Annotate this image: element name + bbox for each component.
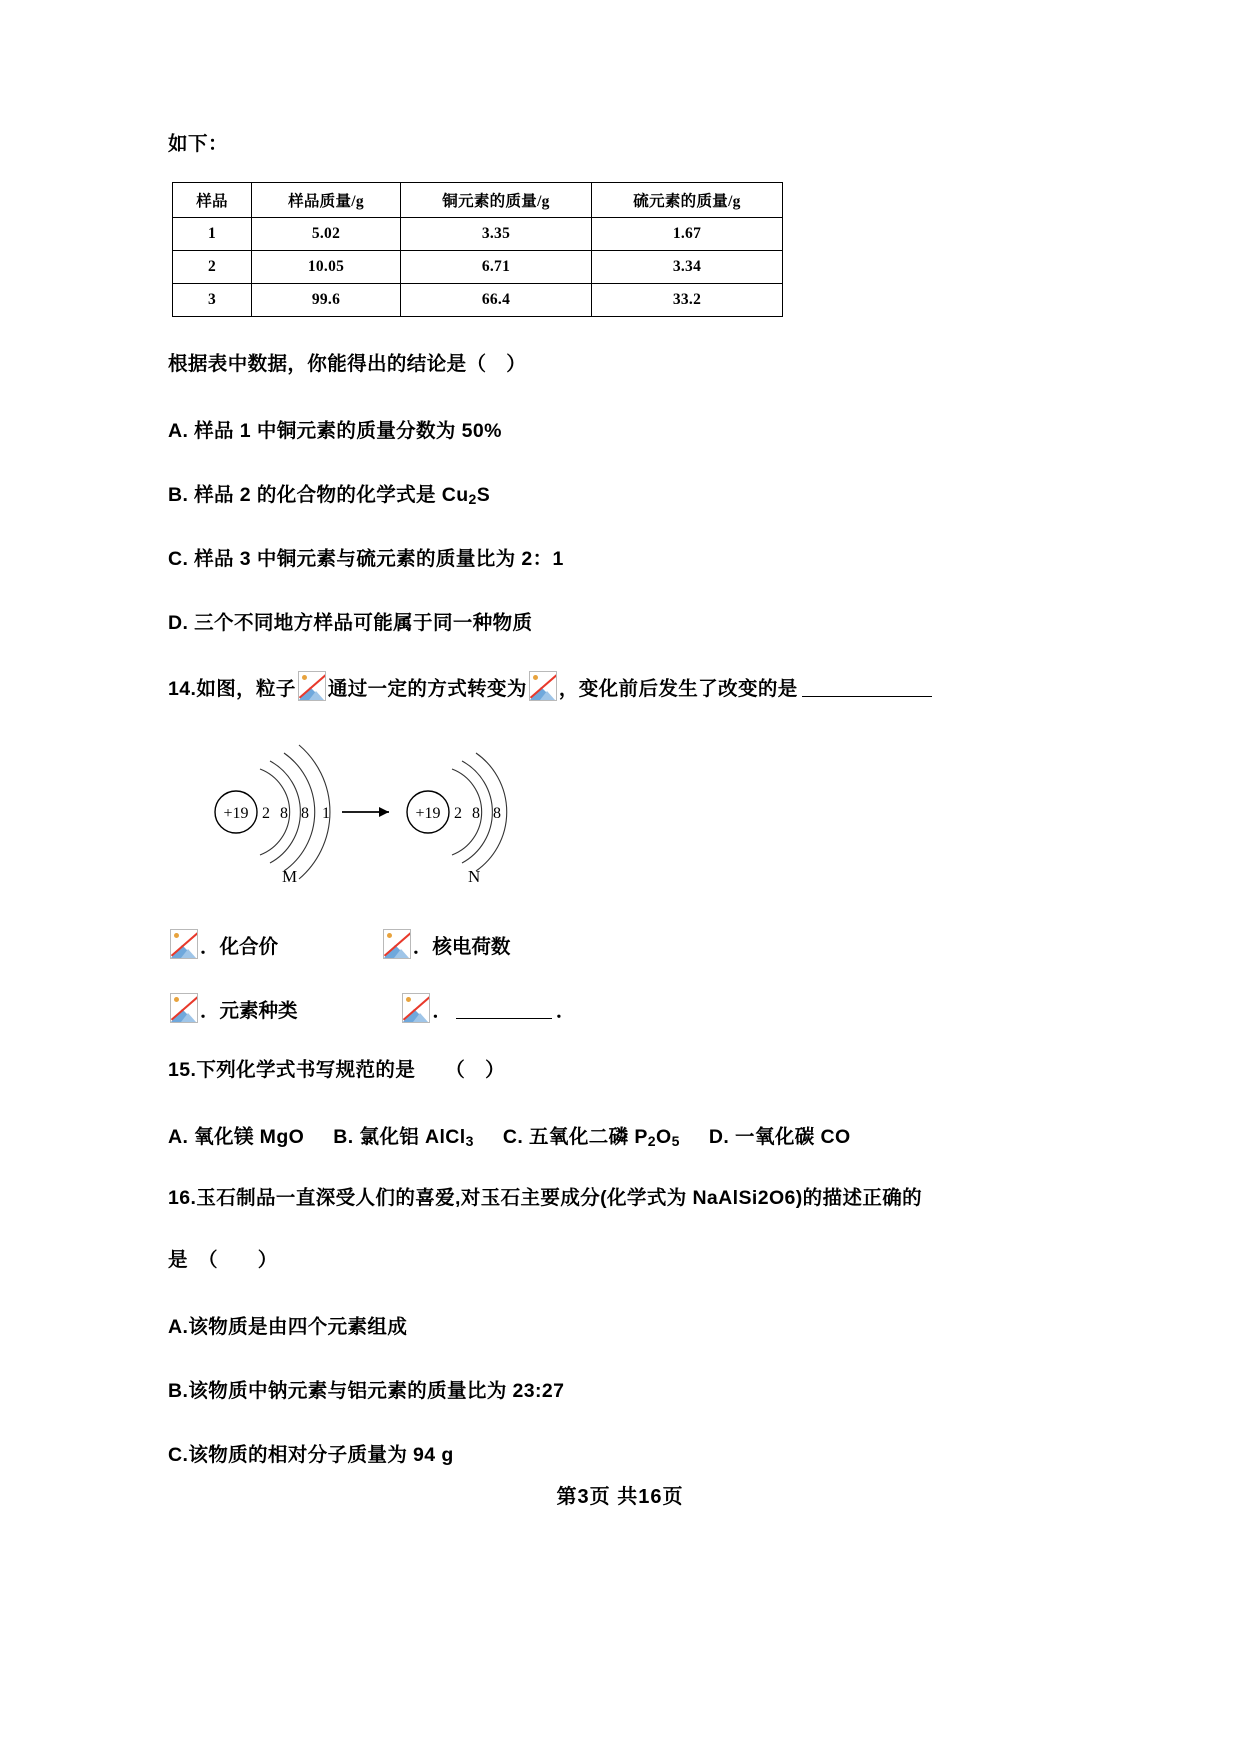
broken-image-icon xyxy=(170,993,198,1023)
sun-shape xyxy=(387,933,392,938)
option-label: C. xyxy=(168,547,189,570)
option-name: 氯化铝 xyxy=(359,1126,420,1149)
question-16-stem-line-1 xyxy=(168,1185,1078,1213)
option-label: A. xyxy=(168,1126,189,1149)
question-14-text-3: ，变化前后发生了改变的是 xyxy=(558,677,798,700)
shell-electron-count-3: 8 xyxy=(301,805,309,823)
question-16-option-c xyxy=(168,1439,1078,1467)
sample-data-table xyxy=(172,182,783,317)
question-14-text-1: 如图，粒子 xyxy=(196,677,296,700)
column-header-copper-mass: 铜元素的质量/g xyxy=(401,183,592,218)
hill-shape-2 xyxy=(394,949,409,958)
question-15-option-d xyxy=(709,1126,851,1148)
sun-shape xyxy=(533,675,538,680)
question-13-stem: 根据表中数据，你能得出的结论是（ ） xyxy=(168,353,527,375)
column-header-sulfur-mass: 硫元素的质量/g xyxy=(592,183,783,218)
hill-shape-2 xyxy=(181,949,196,958)
question-13-option-a xyxy=(168,415,1078,443)
table-header-row xyxy=(173,183,783,218)
question-13-option-d xyxy=(168,607,1078,635)
atom-right-svg xyxy=(396,737,566,887)
sun-shape xyxy=(174,933,179,938)
broken-image-icon xyxy=(298,671,326,701)
question-16-option-b xyxy=(168,1375,1078,1403)
option-text-trailing: ． xyxy=(555,1000,576,1023)
page-content xyxy=(168,128,1078,1503)
cell-sample-mass: 10.05 xyxy=(252,251,401,284)
broken-image-icon xyxy=(170,929,198,959)
atom-transformation-diagram xyxy=(204,737,624,907)
question-14-option-3 xyxy=(168,993,298,1023)
question-15-options-row xyxy=(168,1121,1078,1149)
question-14-option-4 xyxy=(400,993,575,1023)
shell-electron-count-1: 2 xyxy=(262,805,270,823)
page-number-text: 第3页 共16页 xyxy=(556,1486,684,1508)
cell-sample-mass: 99.6 xyxy=(252,284,401,317)
option-text: ．核电荷数 xyxy=(412,936,511,959)
question-16-number: 16. xyxy=(168,1187,197,1210)
cell-sulfur-mass: 1.67 xyxy=(592,218,783,251)
option-text: 该物质中钠元素与铝元素的质量比为 23:27 xyxy=(188,1379,565,1402)
cell-copper-mass: 66.4 xyxy=(401,284,592,317)
option-text: 样品 1 中铜元素的质量分数为 50% xyxy=(194,419,502,442)
formula-subscript: 2 xyxy=(468,490,477,507)
option-name: 五氧化二磷 xyxy=(529,1126,629,1149)
option-label: B. xyxy=(333,1126,354,1149)
hill-shape-2 xyxy=(309,691,324,700)
option-text: 样品 2 的化合物的化学式是 Cu xyxy=(194,483,469,506)
option-text: ． xyxy=(432,1000,452,1023)
option-label: B. xyxy=(168,1379,189,1402)
hill-shape-2 xyxy=(413,1013,428,1022)
sun-shape xyxy=(406,997,411,1002)
nucleus-charge-label: +19 xyxy=(415,805,441,823)
cell-sulfur-mass: 33.2 xyxy=(592,284,783,317)
question-16-text-1: 玉石制品一直深受人们的喜爱,对玉石主要成分(化学式为 NaAlSi2O6)的描述正确的 xyxy=(196,1187,923,1210)
cell-sample: 1 xyxy=(173,218,252,251)
option-formula: CO xyxy=(820,1126,851,1149)
shell-arc-3 xyxy=(284,753,315,871)
cell-sample-mass: 5.02 xyxy=(252,218,401,251)
cell-sample: 2 xyxy=(173,251,252,284)
cell-copper-mass: 3.35 xyxy=(401,218,592,251)
atom-label-m: M xyxy=(282,867,298,887)
intro-text: 如下： xyxy=(168,133,229,155)
atom-diagram-right xyxy=(396,737,566,887)
option-formula: MgO xyxy=(259,1126,305,1149)
formula-subscript-2: 5 xyxy=(671,1133,680,1150)
option-text: 该物质是由四个元素组成 xyxy=(188,1315,408,1338)
table-row xyxy=(173,284,783,317)
sample-data-table-wrap xyxy=(168,182,1078,317)
cell-copper-mass: 6.71 xyxy=(401,251,592,284)
sun-shape xyxy=(174,997,179,1002)
option-label: B. xyxy=(168,483,189,506)
shell-electron-count-2: 8 xyxy=(472,805,480,823)
shell-electron-count-4: 1 xyxy=(322,805,330,823)
option-text: 样品 3 中铜元素与硫元素的质量比为 2：1 xyxy=(194,547,564,570)
hill-shape-2 xyxy=(540,691,555,700)
option-name: 一氧化碳 xyxy=(735,1126,815,1149)
option-text: ．化合价 xyxy=(200,936,279,959)
question-15-text: 下列化学式书写规范的是 （ ） xyxy=(196,1059,505,1082)
cell-sulfur-mass: 3.34 xyxy=(592,251,783,284)
question-15-option-a xyxy=(168,1126,304,1148)
option-text: 三个不同地方样品可能属于同一种物质 xyxy=(194,611,533,634)
question-14-options-row-2 xyxy=(168,993,1078,1023)
answer-blank[interactable] xyxy=(456,1002,552,1019)
table-row xyxy=(173,251,783,284)
option-label: A. xyxy=(168,419,189,442)
question-13-option-c xyxy=(168,543,1078,571)
question-16-option-a xyxy=(168,1311,1078,1339)
shell-arc-3 xyxy=(476,753,507,871)
column-header-sample: 样品 xyxy=(173,183,252,218)
question-15-stem xyxy=(168,1057,1078,1085)
broken-image-icon xyxy=(529,671,557,701)
option-formula: AlCl xyxy=(424,1126,466,1149)
atom-diagram-left xyxy=(204,737,404,887)
broken-image-icon xyxy=(383,929,411,959)
question-14-number: 14. xyxy=(168,677,197,700)
option-formula: P xyxy=(634,1126,648,1149)
option-label: A. xyxy=(168,1315,189,1338)
shell-electron-count-1: 2 xyxy=(454,805,462,823)
option-label: D. xyxy=(708,1126,730,1149)
question-15-option-c xyxy=(503,1126,680,1148)
option-text: 该物质的相对分子质量为 94 g xyxy=(188,1443,454,1466)
formula-subscript: 3 xyxy=(465,1133,474,1150)
shell-electron-count-2: 8 xyxy=(280,805,288,823)
question-14-options-row-1 xyxy=(168,929,1078,959)
nucleus-charge-label: +19 xyxy=(223,805,249,823)
column-header-sample-mass: 样品质量/g xyxy=(252,183,401,218)
option-label: C. xyxy=(168,1443,189,1466)
atom-label-n: N xyxy=(468,867,481,887)
option-text: ．元素种类 xyxy=(200,1000,298,1023)
question-14-option-1 xyxy=(168,929,278,959)
sun-shape xyxy=(302,675,307,680)
option-formula-tail: O xyxy=(656,1126,672,1149)
broken-image-icon xyxy=(402,993,430,1023)
option-text-tail: S xyxy=(476,483,491,506)
option-label: C. xyxy=(502,1126,524,1149)
question-15-option-b xyxy=(333,1126,474,1148)
option-name: 氧化镁 xyxy=(194,1126,254,1149)
table-row xyxy=(173,218,783,251)
page-footer xyxy=(0,1480,1240,1509)
formula-subscript: 2 xyxy=(647,1133,657,1150)
question-16-stem-line-2: 是 （ ） xyxy=(168,1248,278,1271)
question-14-stem xyxy=(168,671,1078,704)
shell-electron-count-3: 8 xyxy=(493,805,501,823)
question-14-text-2: 通过一定的方式转变为 xyxy=(327,677,527,700)
answer-blank[interactable] xyxy=(802,680,932,697)
arrow-head xyxy=(379,807,389,817)
atom-left-svg xyxy=(204,737,404,887)
hill-shape-2 xyxy=(181,1013,196,1022)
question-13-option-b xyxy=(168,479,1078,507)
option-label: D. xyxy=(168,611,189,634)
question-15-number: 15. xyxy=(168,1059,197,1082)
cell-sample: 3 xyxy=(173,284,252,317)
question-14-option-2 xyxy=(381,929,511,959)
